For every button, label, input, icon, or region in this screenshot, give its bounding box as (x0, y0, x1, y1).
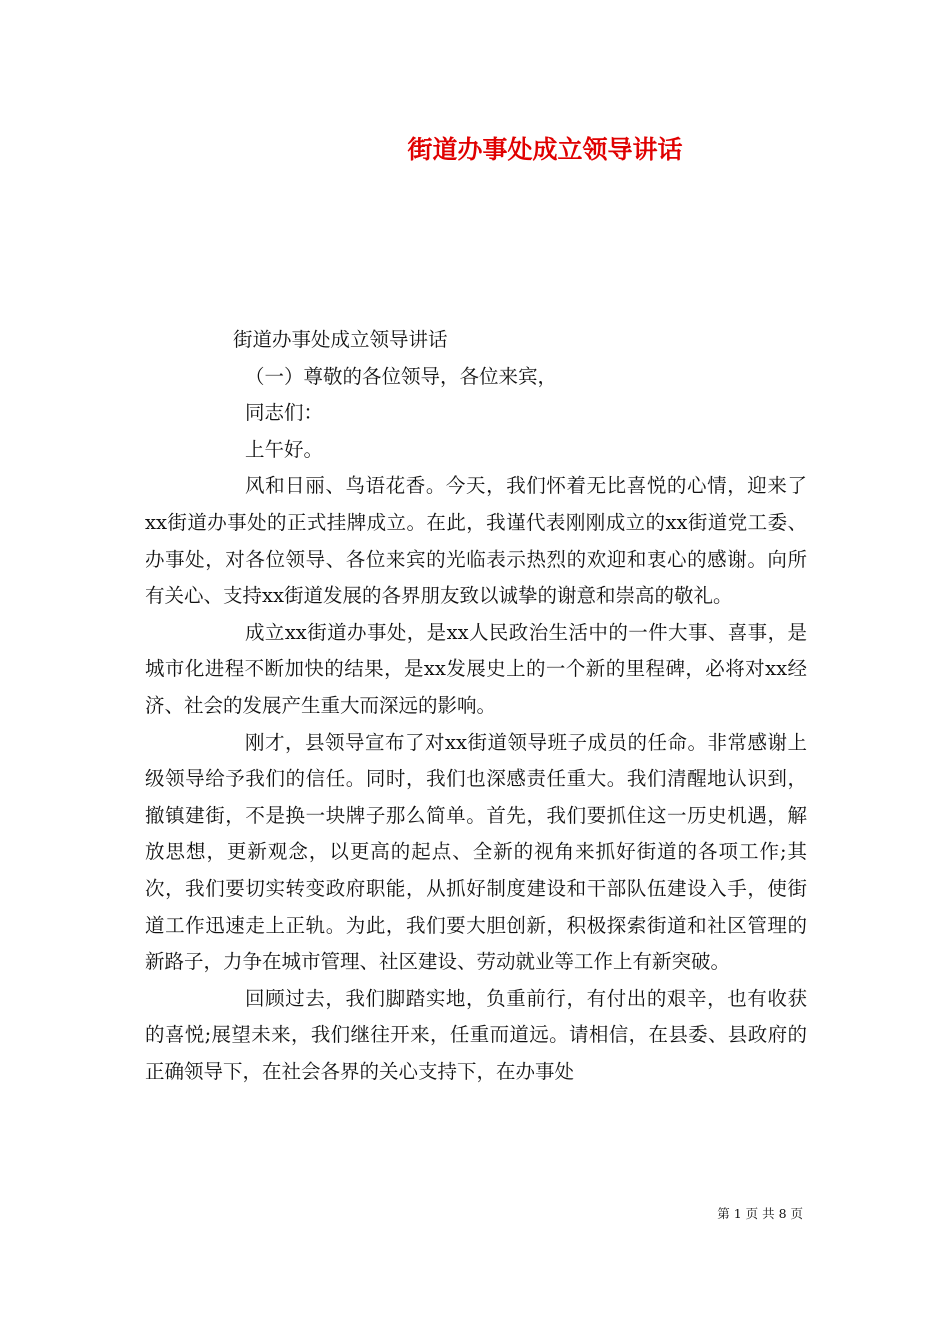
paragraph: 刚才，县领导宣布了对xx街道领导班子成员的任命。非常感谢上级领导给予我们的信任。同时，我们也深感责任重大。我们清醒地认识到，撤镇建街，不是换一块牌子那么简单。首先，我们要抓住这一历史机遇，解放思想，更新观念，以更高的起点、全新的视角来抓好街道的各项工作;其次，我们要切实转变政府职能，从抓好制度建设和干部队伍建设入手，使街道工作迅速走上正轨。为此，我们要大胆创新，积极探索街道和社区管理的新路子，力争在城市管理、社区建设、劳动就业等工作上有新突破。 (145, 730, 807, 974)
salutation: （一）尊敬的各位领导，各位来宾， (245, 364, 558, 388)
document-body (145, 322, 807, 1090)
greeting: 上午好。 (245, 437, 324, 461)
paragraph: 成立xx街道办事处，是xx人民政治生活中的一件大事、喜事，是城市化进程不断加快的结果，是xx发展史上的一个新的里程碑，必将对xx经济、社会的发展产生重大而深远的影响。 (145, 620, 807, 717)
paragraph: 回顾过去，我们脚踏实地，负重前行，有付出的艰辛，也有收获的喜悦;展望未来，我们继往开来，任重而道远。请相信，在县委、县政府的正确领导下，在社会各界的关心支持下，在办事处 (145, 986, 807, 1083)
paragraph: 风和日丽、鸟语花香。今天，我们怀着无比喜悦的心情，迎来了xx街道办事处的正式挂牌成立。在此，我谨代表刚刚成立的xx街道党工委、办事处，对各位领导、各位来宾的光临表示热烈的欢迎和衷心的感谢。向所有关心、支持xx街道发展的各界朋友致以诚挚的谢意和崇高的敬礼。 (145, 474, 807, 608)
page-number: 第 1 页 共 8 页 (717, 1206, 803, 1221)
page-title: 街道办事处成立领导讲话 (407, 135, 683, 164)
salutation-continued: 同志们： (245, 401, 324, 425)
speech-heading: 街道办事处成立领导讲话 (233, 328, 448, 351)
